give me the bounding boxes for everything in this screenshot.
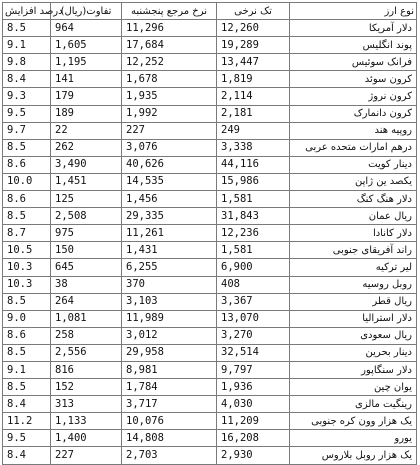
- increase-percent-cell: 8.5: [3, 344, 51, 361]
- increase-percent-cell: 9.7: [3, 122, 51, 139]
- difference-cell: 152: [51, 379, 122, 396]
- table-row: [3, 88, 417, 105]
- exchange-rate-table-container: [2, 2, 417, 465]
- increase-percent-cell: 10.3: [3, 276, 51, 293]
- currency-name-cell: کرون نروژ: [290, 88, 417, 105]
- header-reference-rate: نرخ مرجع پنجشنبه: [122, 3, 217, 20]
- single-rate-cell: 19,289: [217, 37, 290, 54]
- reference-rate-cell: 40,626: [122, 156, 217, 173]
- reference-rate-cell: 370: [122, 276, 217, 293]
- reference-rate-cell: 10,076: [122, 413, 217, 430]
- table-row: [3, 447, 417, 464]
- reference-rate-cell: 3,012: [122, 327, 217, 344]
- increase-percent-cell: 9.1: [3, 361, 51, 378]
- table-row: [3, 37, 417, 54]
- table-body: [3, 20, 417, 464]
- difference-cell: 179: [51, 88, 122, 105]
- header-single-rate: تک نرخی: [217, 3, 290, 20]
- difference-cell: 1,133: [51, 413, 122, 430]
- reference-rate-cell: 1,678: [122, 71, 217, 88]
- table-row: [3, 293, 417, 310]
- single-rate-cell: 13,070: [217, 310, 290, 327]
- increase-percent-cell: 9.3: [3, 88, 51, 105]
- reference-rate-cell: 6,255: [122, 259, 217, 276]
- table-row: [3, 379, 417, 396]
- difference-cell: 264: [51, 293, 122, 310]
- currency-name-cell: دلار سنگاپور: [290, 361, 417, 378]
- single-rate-cell: 3,270: [217, 327, 290, 344]
- difference-cell: 189: [51, 105, 122, 122]
- reference-rate-cell: 3,103: [122, 293, 217, 310]
- reference-rate-cell: 29,335: [122, 208, 217, 225]
- header-difference: تفاوت(ریال): [51, 3, 122, 20]
- reference-rate-cell: 3,076: [122, 139, 217, 156]
- difference-cell: 1,451: [51, 173, 122, 190]
- table-row: [3, 327, 417, 344]
- single-rate-cell: 31,843: [217, 208, 290, 225]
- currency-name-cell: دلار هنگ کنگ: [290, 191, 417, 208]
- table-row: [3, 20, 417, 37]
- table-row: [3, 122, 417, 139]
- increase-percent-cell: 9.0: [3, 310, 51, 327]
- difference-cell: 262: [51, 139, 122, 156]
- increase-percent-cell: 8.7: [3, 225, 51, 242]
- difference-cell: 645: [51, 259, 122, 276]
- increase-percent-cell: 9.5: [3, 105, 51, 122]
- single-rate-cell: 12,236: [217, 225, 290, 242]
- difference-cell: 3,490: [51, 156, 122, 173]
- single-rate-cell: 44,116: [217, 156, 290, 173]
- currency-name-cell: روپیه هند: [290, 122, 417, 139]
- table-row: [3, 173, 417, 190]
- difference-cell: 22: [51, 122, 122, 139]
- single-rate-cell: 4,030: [217, 396, 290, 413]
- increase-percent-cell: 8.4: [3, 447, 51, 464]
- single-rate-cell: 3,338: [217, 139, 290, 156]
- reference-rate-cell: 1,784: [122, 379, 217, 396]
- difference-cell: 38: [51, 276, 122, 293]
- single-rate-cell: 12,260: [217, 20, 290, 37]
- single-rate-cell: 1,581: [217, 191, 290, 208]
- table-row: [3, 225, 417, 242]
- currency-name-cell: فرانک سوئیس: [290, 54, 417, 71]
- currency-name-cell: پوند انگلیس: [290, 37, 417, 54]
- table-row: [3, 105, 417, 122]
- single-rate-cell: 249: [217, 122, 290, 139]
- difference-cell: 141: [51, 71, 122, 88]
- difference-cell: 1,081: [51, 310, 122, 327]
- increase-percent-cell: 8.6: [3, 156, 51, 173]
- difference-cell: 313: [51, 396, 122, 413]
- reference-rate-cell: 29,958: [122, 344, 217, 361]
- increase-percent-cell: 10.5: [3, 242, 51, 259]
- table-row: [3, 242, 417, 259]
- increase-percent-cell: 8.4: [3, 396, 51, 413]
- currency-name-cell: لیر ترکیه: [290, 259, 417, 276]
- difference-cell: 125: [51, 191, 122, 208]
- difference-cell: 258: [51, 327, 122, 344]
- increase-percent-cell: 10.0: [3, 173, 51, 190]
- single-rate-cell: 2,930: [217, 447, 290, 464]
- table-header-row: [3, 3, 417, 20]
- increase-percent-cell: 8.6: [3, 191, 51, 208]
- difference-cell: 2,508: [51, 208, 122, 225]
- single-rate-cell: 11,209: [217, 413, 290, 430]
- reference-rate-cell: 11,989: [122, 310, 217, 327]
- reference-rate-cell: 12,252: [122, 54, 217, 71]
- difference-cell: 1,605: [51, 37, 122, 54]
- increase-percent-cell: 8.5: [3, 20, 51, 37]
- header-increase-percent: درصد افزایش: [3, 3, 51, 20]
- currency-name-cell: دینار بحرین: [290, 344, 417, 361]
- reference-rate-cell: 11,261: [122, 225, 217, 242]
- increase-percent-cell: 8.6: [3, 327, 51, 344]
- currency-name-cell: رینگیت مالزی: [290, 396, 417, 413]
- reference-rate-cell: 14,535: [122, 173, 217, 190]
- difference-cell: 964: [51, 20, 122, 37]
- single-rate-cell: 32,514: [217, 344, 290, 361]
- reference-rate-cell: 1,456: [122, 191, 217, 208]
- increase-percent-cell: 8.5: [3, 139, 51, 156]
- difference-cell: 975: [51, 225, 122, 242]
- currency-name-cell: دلار استرالیا: [290, 310, 417, 327]
- exchange-rate-table: [2, 2, 417, 465]
- reference-rate-cell: 8,981: [122, 361, 217, 378]
- single-rate-cell: 15,986: [217, 173, 290, 190]
- single-rate-cell: 408: [217, 276, 290, 293]
- reference-rate-cell: 1,992: [122, 105, 217, 122]
- currency-name-cell: یوان چین: [290, 379, 417, 396]
- increase-percent-cell: 9.8: [3, 54, 51, 71]
- table-row: [3, 276, 417, 293]
- reference-rate-cell: 11,296: [122, 20, 217, 37]
- currency-name-cell: یک هزار روبل بلاروس: [290, 447, 417, 464]
- single-rate-cell: 1,581: [217, 242, 290, 259]
- currency-name-cell: یکصد ین ژاپن: [290, 173, 417, 190]
- table-row: [3, 430, 417, 447]
- reference-rate-cell: 17,684: [122, 37, 217, 54]
- difference-cell: 150: [51, 242, 122, 259]
- single-rate-cell: 6,900: [217, 259, 290, 276]
- increase-percent-cell: 8.5: [3, 208, 51, 225]
- table-row: [3, 361, 417, 378]
- reference-rate-cell: 1,431: [122, 242, 217, 259]
- header-currency-type: نوع ارز: [290, 3, 417, 20]
- increase-percent-cell: 8.5: [3, 379, 51, 396]
- difference-cell: 1,195: [51, 54, 122, 71]
- currency-name-cell: یورو: [290, 430, 417, 447]
- currency-name-cell: روبل روسیه: [290, 276, 417, 293]
- increase-percent-cell: 11.2: [3, 413, 51, 430]
- table-row: [3, 413, 417, 430]
- currency-name-cell: کرون سوئد: [290, 71, 417, 88]
- increase-percent-cell: 10.3: [3, 259, 51, 276]
- increase-percent-cell: 8.4: [3, 71, 51, 88]
- difference-cell: 227: [51, 447, 122, 464]
- currency-name-cell: راند آفریقای جنوبی: [290, 242, 417, 259]
- table-row: [3, 259, 417, 276]
- table-row: [3, 396, 417, 413]
- currency-name-cell: یک هزار وون کره جنوبی: [290, 413, 417, 430]
- reference-rate-cell: 227: [122, 122, 217, 139]
- single-rate-cell: 3,367: [217, 293, 290, 310]
- currency-name-cell: دینار کویت: [290, 156, 417, 173]
- currency-name-cell: ریال قطر: [290, 293, 417, 310]
- currency-name-cell: کرون دانمارک: [290, 105, 417, 122]
- single-rate-cell: 2,181: [217, 105, 290, 122]
- reference-rate-cell: 1,935: [122, 88, 217, 105]
- increase-percent-cell: 9.1: [3, 37, 51, 54]
- single-rate-cell: 13,447: [217, 54, 290, 71]
- reference-rate-cell: 2,703: [122, 447, 217, 464]
- table-row: [3, 191, 417, 208]
- table-row: [3, 156, 417, 173]
- reference-rate-cell: 14,808: [122, 430, 217, 447]
- single-rate-cell: 1,936: [217, 379, 290, 396]
- table-row: [3, 54, 417, 71]
- currency-name-cell: درهم امارات متحده عربی: [290, 139, 417, 156]
- single-rate-cell: 1,819: [217, 71, 290, 88]
- currency-name-cell: دلار آمریکا: [290, 20, 417, 37]
- increase-percent-cell: 9.5: [3, 430, 51, 447]
- table-row: [3, 71, 417, 88]
- single-rate-cell: 9,797: [217, 361, 290, 378]
- currency-name-cell: ریال سعودی: [290, 327, 417, 344]
- single-rate-cell: 2,114: [217, 88, 290, 105]
- difference-cell: 2,556: [51, 344, 122, 361]
- difference-cell: 1,400: [51, 430, 122, 447]
- table-row: [3, 139, 417, 156]
- table-row: [3, 344, 417, 361]
- increase-percent-cell: 8.5: [3, 293, 51, 310]
- reference-rate-cell: 3,717: [122, 396, 217, 413]
- currency-name-cell: ریال عمان: [290, 208, 417, 225]
- table-row: [3, 208, 417, 225]
- table-row: [3, 310, 417, 327]
- difference-cell: 816: [51, 361, 122, 378]
- currency-name-cell: دلار کانادا: [290, 225, 417, 242]
- single-rate-cell: 16,208: [217, 430, 290, 447]
